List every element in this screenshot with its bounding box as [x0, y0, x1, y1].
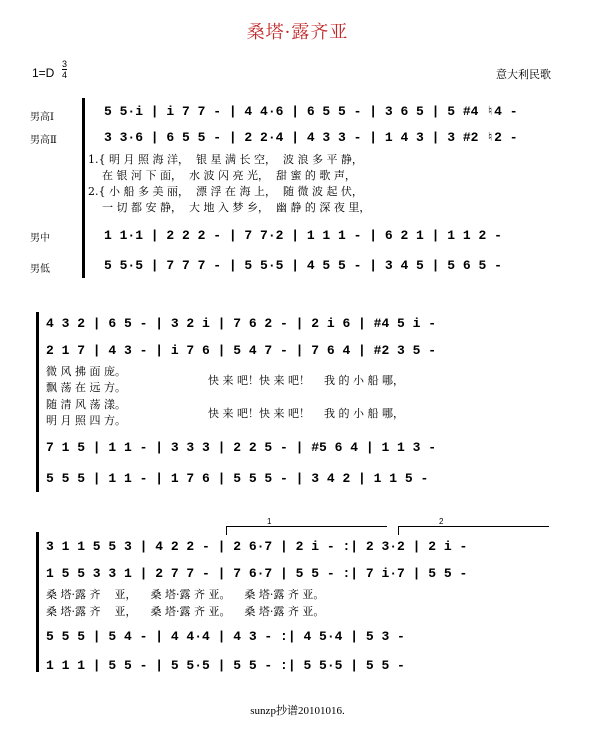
part-label-bass: 男低: [30, 264, 50, 275]
volta-bracket-1: [226, 517, 387, 535]
time-bottom: 4: [62, 70, 68, 80]
system-bracket: [36, 312, 39, 492]
part-label-baritone: 男中: [30, 233, 50, 244]
composer-credit: 意大利民歌: [496, 68, 551, 81]
volta-number-2: 2: [439, 517, 444, 526]
part-label-tenor1: 男高Ⅰ: [30, 112, 54, 123]
notes-bass: 5 5 5 | 1 1 - | 1 7 6 | 5 5 5 - | 3 4 2 | 1 1 5 -: [46, 471, 429, 486]
lyric-line-4: 一 切 都 安 静， 大 地 入 梦 乡， 幽 静 的 深 夜 里，: [88, 201, 371, 214]
volta-number-1: 1: [267, 517, 272, 526]
system-bracket: [36, 532, 39, 672]
lyric-line-2: 桑 塔·露 齐 亚， 桑 塔·露 齐 亚。 桑 塔·露 齐 亚。: [46, 605, 325, 618]
notes-tenor1: 3 1 1 5 5 3 | 4 2 2 - | 2 6·7 | 2 i - :| 2 3·2 | 2 i -: [46, 539, 468, 554]
notes-tenor2: 2 1 7 | 4 3 - | i 7 6 | 5 4 7 - | 7 6 4 | #2 3 5 -: [46, 343, 437, 358]
notes-baritone: 7 1 5 | 1 1 - | 3 3 3 | 2 2 5 - | #5 6 4 | 1 1 3 -: [46, 440, 437, 455]
key-signature: 1=D: [32, 66, 55, 80]
lyric-line-2: 飘 荡 在 远 方。: [46, 381, 126, 394]
refrain-line-1: 快 来 吧！快 来 吧！ 我 的 小 船 哪，: [208, 374, 404, 387]
part-label-tenor2: 男高Ⅱ: [30, 135, 57, 146]
notes-baritone: 5 5 5 | 5 4 - | 4 4·4 | 4 3 - :| 4 5·4 | 5 3 -: [46, 629, 405, 644]
notes-bass: 1 1 1 | 5 5 - | 5 5·5 | 5 5 - :| 5 5·5 | 5 5 -: [46, 658, 405, 673]
notes-tenor1: 4 3 2 | 6 5 - | 3 2 i | 7 6 2 - | 2 i 6 | #4 5 i -: [46, 316, 437, 331]
refrain-line-2: 快 来 吧！快 来 吧！ 我 的 小 船 哪，: [208, 407, 404, 420]
notes-tenor1: 5 5·i | i 7 7 - | 4 4·6 | 6 5 5 - | 3 6 5 | 5 #4 ♮4 -: [104, 104, 518, 119]
lyric-line-3: 随 清 风 荡 漾。: [46, 398, 126, 411]
time-top: 3: [62, 59, 68, 69]
notes-tenor2: 3 3·6 | 6 5 5 - | 2 2·4 | 4 3 3 - | 1 4 3 | 3 #2 ♮2 -: [104, 130, 518, 145]
transcriber-credit: sunzp抄谱20101016.: [250, 705, 345, 717]
lyric-line-1: 1.{ 明 月 照 海 洋， 银 星 满 长 空， 波 浪 多 平 静，: [88, 153, 363, 166]
lyric-line-2: 在 银 河 下 面， 水 波 闪 亮 光， 甜 蜜 的 歌 声，: [88, 169, 356, 182]
lyric-line-4: 明 月 照 四 方。: [46, 414, 126, 427]
notes-tenor2: 1 5 5 3 3 1 | 2 7 7 - | 7 6·7 | 5 5 - :| 7 i·7 | 5 5 -: [46, 566, 468, 581]
time-signature: [62, 59, 67, 80]
notes-bass: 5 5·5 | 7 7 7 - | 5 5·5 | 4 5 5 - | 3 4 5 | 5 6 5 -: [104, 258, 502, 273]
system-bracket: [82, 98, 85, 278]
lyric-line-1: 微 风 拂 面 庞。: [46, 365, 126, 378]
song-title: 桑塔·露齐亚: [246, 22, 349, 43]
lyric-line-1: 桑 塔·露 齐 亚， 桑 塔·露 齐 亚。 桑 塔·露 齐 亚。: [46, 588, 325, 601]
lyric-line-3: 2.{ 小 船 多 美 丽， 漂 浮 在 海 上， 随 微 波 起 伏，: [88, 185, 363, 198]
volta-bracket-2: [398, 517, 549, 535]
notes-baritone: 1 1·1 | 2 2 2 - | 7 7·2 | 1 1 1 - | 6 2 1 | 1 1 2 -: [104, 228, 502, 243]
